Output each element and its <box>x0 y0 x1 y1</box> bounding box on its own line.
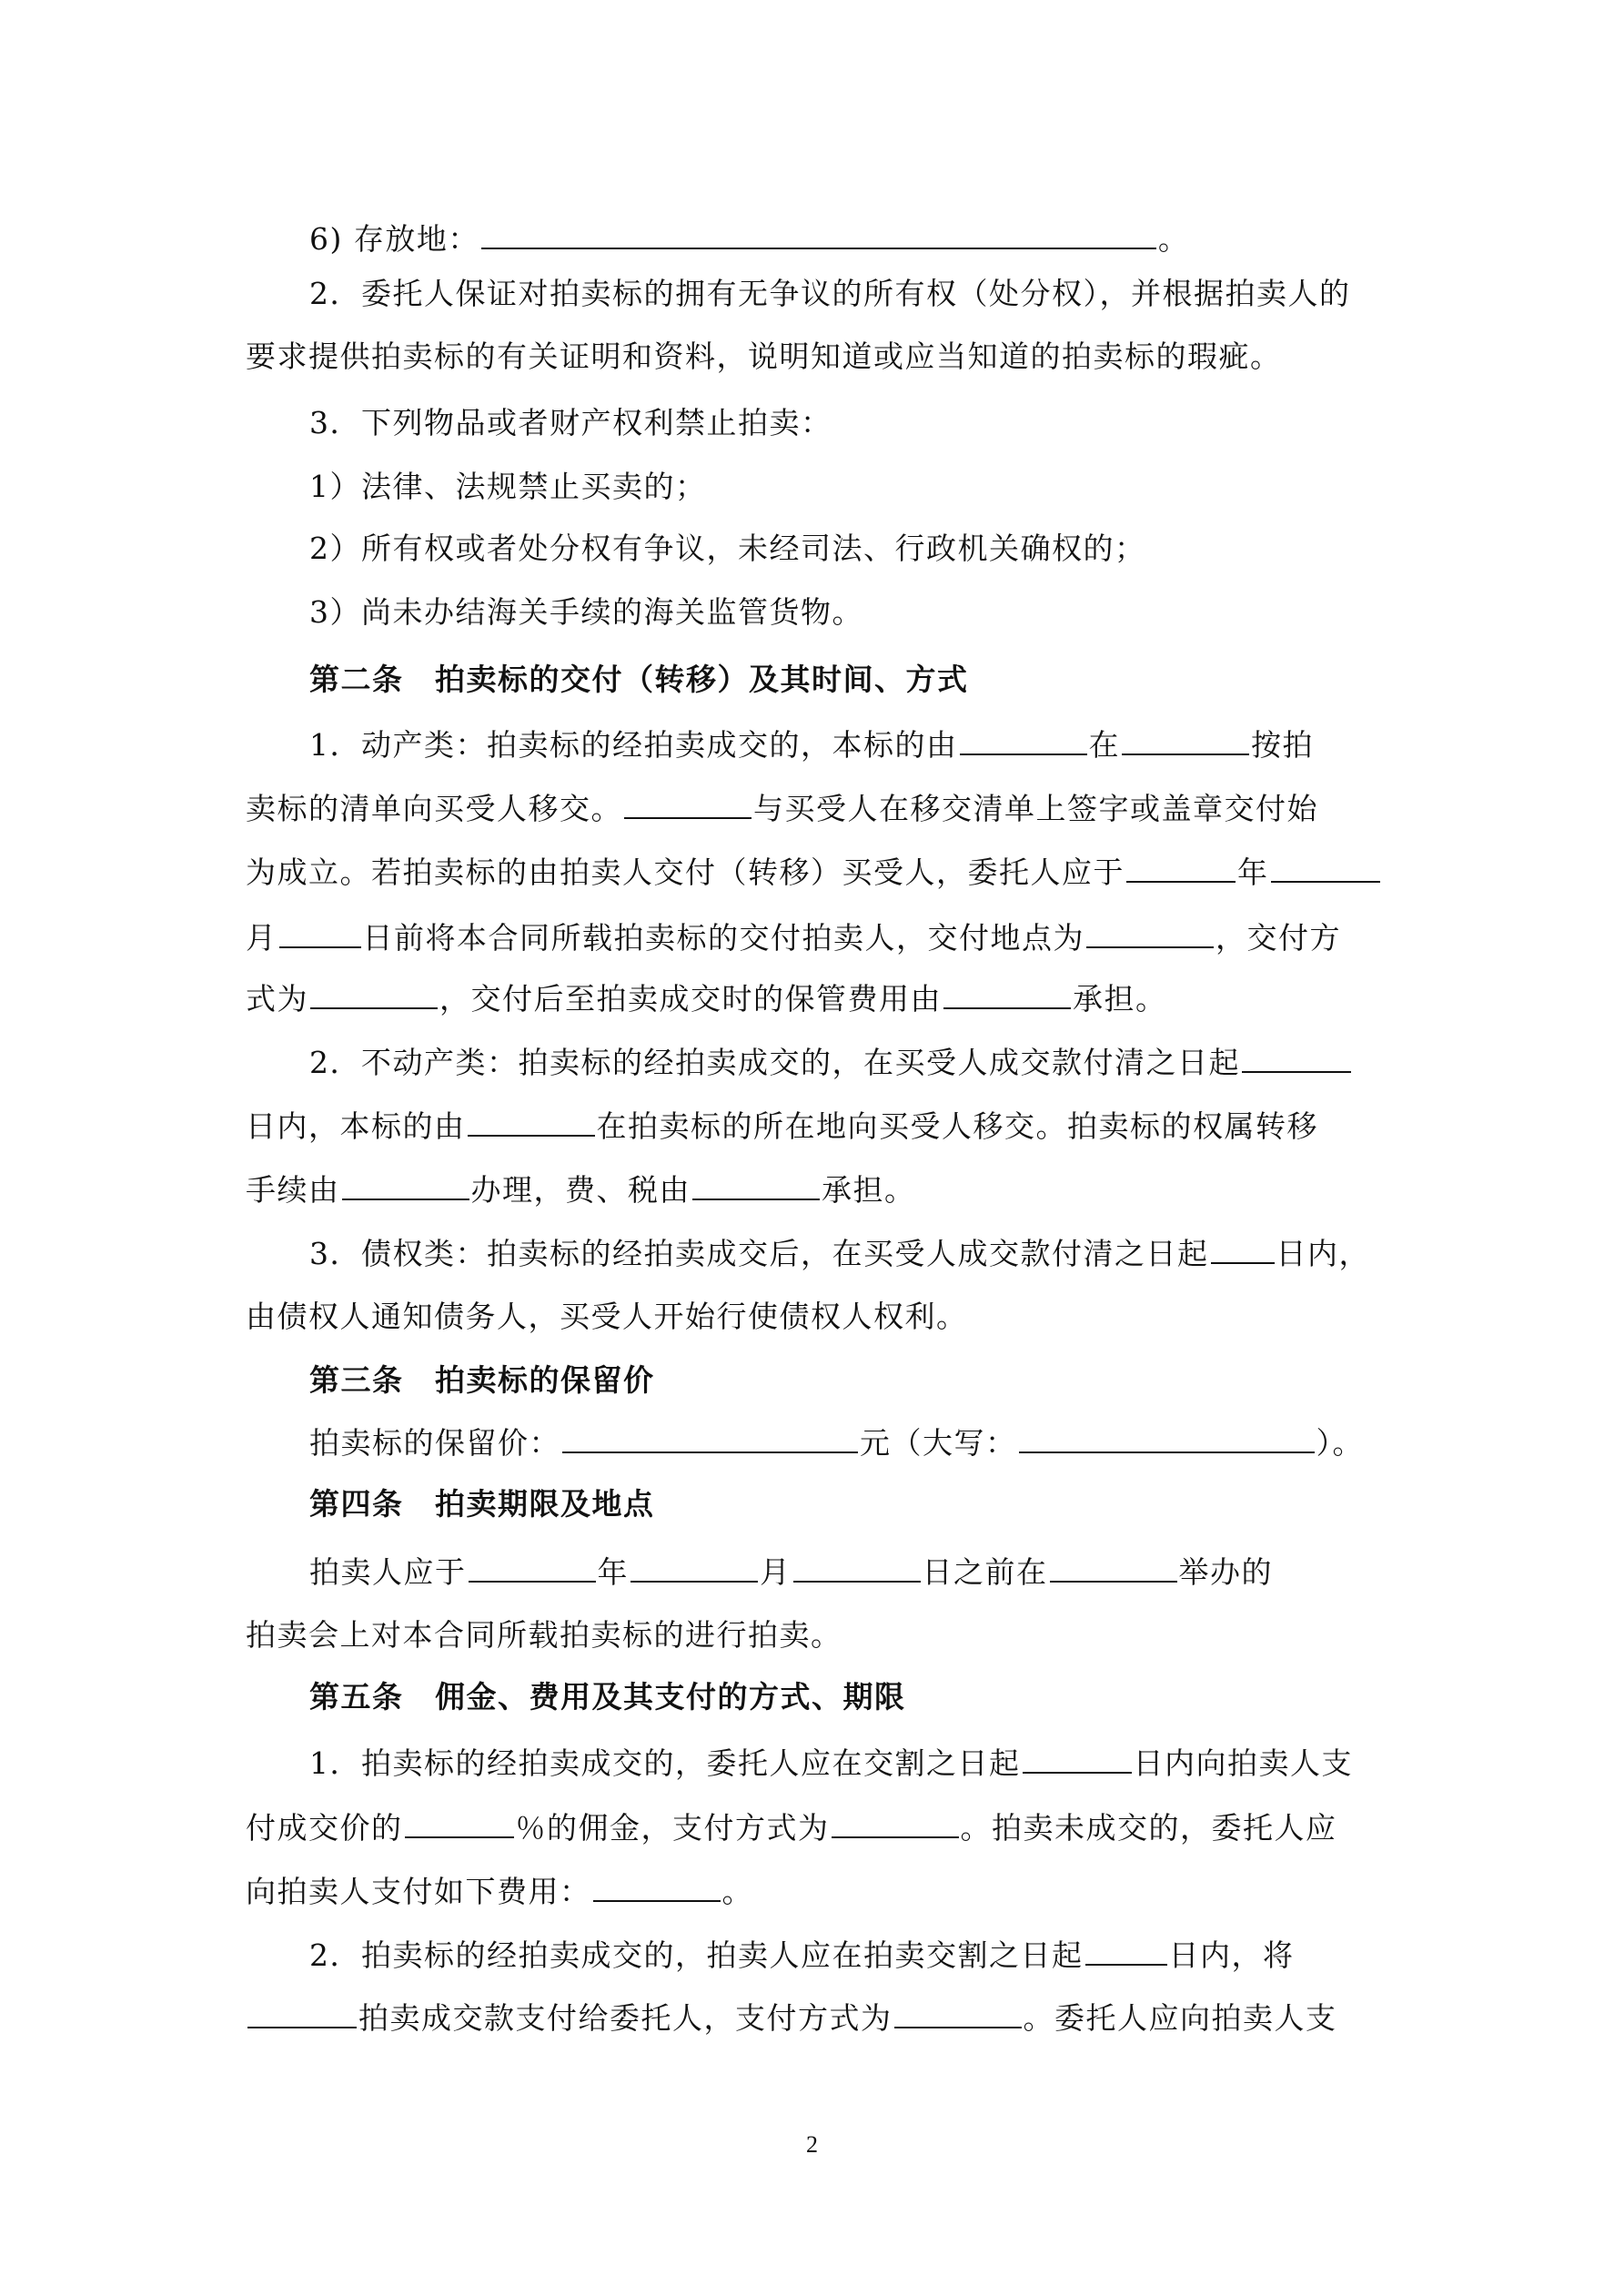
fill-blank[interactable] <box>279 917 361 948</box>
fill-blank[interactable] <box>1023 1743 1132 1774</box>
text-segment: 日前将本合同所载拍卖标的交付拍卖人，交付地点为 <box>362 920 1084 956</box>
text-segment: 卖标的清单向买受人移交。 <box>246 791 622 826</box>
section-heading: 第三条 拍卖标的保留价 <box>309 1362 655 1398</box>
text-segment: 2．不动产类：拍卖标的经拍卖成交的，在买受人成交款付清之日起 <box>309 1045 1240 1080</box>
text-line <box>246 852 1383 892</box>
text-segment: ％的佣金，支付方式为 <box>515 1810 830 1846</box>
text-segment: ，交付后至拍卖成交时的保管费用由 <box>439 981 942 1017</box>
fill-blank[interactable] <box>1122 724 1249 755</box>
text-segment: 6) 存放地： <box>309 221 479 257</box>
fill-blank[interactable] <box>960 724 1087 755</box>
text-segment: 。拍卖未成交的，委托人应 <box>960 1810 1337 1846</box>
text-segment: 年 <box>1237 855 1269 890</box>
fill-blank[interactable] <box>894 1998 1022 2028</box>
text-segment: 元（大写： <box>860 1425 1017 1461</box>
fill-blank[interactable] <box>469 1552 596 1583</box>
text-line <box>309 1552 1447 1592</box>
fill-blank[interactable] <box>562 1422 858 1453</box>
text-segment: 日内， <box>1276 1236 1370 1271</box>
fill-blank[interactable] <box>405 1807 514 1838</box>
fill-blank[interactable] <box>943 978 1071 1009</box>
text-line <box>246 1106 1383 1146</box>
text-segment: 按拍 <box>1251 727 1314 763</box>
text-segment: 年 <box>597 1554 629 1590</box>
text-segment: 月 <box>246 920 277 956</box>
text-line: 2．委托人保证对拍卖标的拥有无争议的所有权（处分权），并根据拍卖人的 <box>309 276 1351 311</box>
text-segment: 为成立。若拍卖标的由拍卖人交付（转移）买受人，委托人应于 <box>246 855 1125 890</box>
fill-blank[interactable] <box>1019 1422 1315 1453</box>
fill-blank[interactable] <box>481 218 1156 249</box>
text-line <box>246 978 1383 1018</box>
text-segment: 承担。 <box>1073 981 1167 1017</box>
text-segment: 1．动产类：拍卖标的经拍卖成交的，本标的由 <box>309 727 958 763</box>
text-line <box>246 1807 1383 1847</box>
fill-blank[interactable] <box>1126 852 1236 883</box>
section-heading: 第五条 佣金、费用及其支付的方式、期限 <box>309 1679 906 1714</box>
text-segment: 在拍卖标的所在地向买受人移交。拍卖标的权属转移 <box>596 1108 1318 1144</box>
text-segment: 拍卖人应于 <box>309 1554 467 1590</box>
text-line <box>246 917 1383 957</box>
text-segment: 1．拍卖标的经拍卖成交的，委托人应在交割之日起 <box>309 1745 1021 1781</box>
fill-blank[interactable] <box>630 1552 758 1583</box>
text-line: 拍卖会上对本合同所载拍卖标的进行拍卖。 <box>246 1617 842 1653</box>
text-segment: 举办的 <box>1178 1554 1273 1590</box>
text-line <box>309 1422 1447 1462</box>
list-item: 2）所有权或者处分权有争议，未经司法、行政机关确权的； <box>309 531 1146 566</box>
fill-blank[interactable] <box>1242 1042 1351 1073</box>
text-segment: 日内，本标的由 <box>246 1108 466 1144</box>
section-heading: 第二条 拍卖标的交付（转移）及其时间、方式 <box>309 662 969 697</box>
text-segment: ，交付方 <box>1215 920 1341 956</box>
text-line <box>246 1998 1383 2038</box>
text-segment: ）。 <box>1316 1425 1364 1461</box>
text-line <box>309 218 1447 258</box>
text-line <box>246 1169 1383 1209</box>
fill-blank[interactable] <box>1050 1552 1177 1583</box>
text-segment: 。 <box>721 1874 753 1909</box>
text-line <box>309 1233 1447 1273</box>
fill-blank[interactable] <box>624 788 751 819</box>
fill-blank[interactable] <box>342 1169 469 1200</box>
fill-blank[interactable] <box>692 1169 820 1200</box>
text-segment: 手续由 <box>246 1172 340 1208</box>
fill-blank[interactable] <box>247 1998 357 2028</box>
fill-blank[interactable] <box>1271 852 1380 883</box>
text-segment: 日之前在 <box>922 1554 1048 1590</box>
page-number: 2 <box>806 2131 818 2158</box>
text-line: 由债权人通知债务人，买受人开始行使债权人权利。 <box>246 1299 968 1334</box>
text-line: 要求提供拍卖标的有关证明和资料，说明知道或应当知道的拍卖标的瑕疵。 <box>246 339 1282 374</box>
text-segment: 日内，将 <box>1168 1937 1295 1973</box>
fill-blank[interactable] <box>793 1552 921 1583</box>
text-line <box>309 1743 1447 1783</box>
list-item: 1）法律、法规禁止买卖的； <box>309 469 707 504</box>
text-segment: 2．拍卖标的经拍卖成交的，拍卖人应在拍卖交割之日起 <box>309 1937 1084 1973</box>
text-segment: 向拍卖人支付如下费用： <box>246 1874 591 1909</box>
fill-blank[interactable] <box>832 1807 959 1838</box>
fill-blank[interactable] <box>1085 1935 1167 1966</box>
text-segment: 拍卖标的保留价： <box>309 1425 560 1461</box>
text-line: 3．下列物品或者财产权利禁止拍卖： <box>309 405 832 440</box>
list-item: 3）尚未办结海关手续的海关监管货物。 <box>309 594 863 630</box>
text-segment: 与买受人在移交清单上签字或盖章交付始 <box>753 791 1318 826</box>
text-segment: 月 <box>760 1554 792 1590</box>
text-line <box>246 1871 1383 1911</box>
text-line <box>309 724 1447 764</box>
section-heading: 第四条 拍卖期限及地点 <box>309 1486 655 1522</box>
text-segment: 式为 <box>246 981 308 1017</box>
text-segment: 日内向拍卖人支 <box>1133 1745 1353 1781</box>
text-segment: 办理，费、税由 <box>470 1172 691 1208</box>
text-segment: 付成交价的 <box>246 1810 403 1846</box>
fill-blank[interactable] <box>468 1106 595 1137</box>
text-segment: 拍卖成交款支付给委托人，支付方式为 <box>358 2000 893 2036</box>
fill-blank[interactable] <box>1211 1233 1275 1264</box>
text-segment: 在 <box>1088 727 1120 763</box>
text-segment: 承担。 <box>822 1172 916 1208</box>
fill-blank[interactable] <box>310 978 438 1009</box>
text-line <box>246 788 1383 828</box>
fill-blank[interactable] <box>593 1871 721 1902</box>
fill-blank[interactable] <box>1086 917 1214 948</box>
text-line <box>309 1935 1447 1975</box>
text-segment: 。委托人应向拍卖人支 <box>1023 2000 1337 2036</box>
text-segment: 。 <box>1157 221 1190 257</box>
text-line <box>309 1042 1447 1082</box>
text-segment: 3．债权类：拍卖标的经拍卖成交后，在买受人成交款付清之日起 <box>309 1236 1209 1271</box>
